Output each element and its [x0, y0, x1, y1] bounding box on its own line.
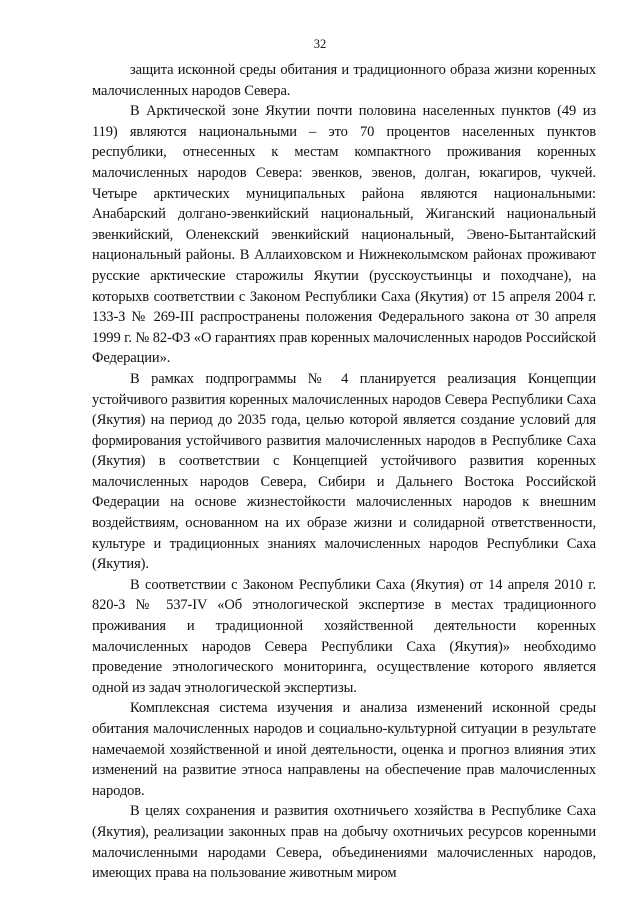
document-body: [92, 60, 596, 884]
paragraph-hunting-economy: В целях сохранения и развития охотничьего хозяйства в Республике Саха (Якутия), реализации законных прав на добычу охотничьих ресурсов коренными малочисленными народами Севера, объединениями малочисленных народов, имеющих права на пользование животным миром: [92, 803, 596, 882]
paragraph-monitoring-system: Комплексная система изучения и анализа изменений исконной среды обитания малочисленных народов и социально-культурной ситуации в результате намечаемой хозяйственной и иной деятельности, оценка и прогноз влияния этих изменений на развитие этноса направлены на обеспечение прав малочисленных народов.: [92, 700, 596, 799]
paragraph-continuation: защита исконной среды обитания и традиционного образа жизни коренных малочисленных народов Севера.: [92, 62, 596, 99]
paragraph-ethnological-expertise: В соответствии с Законом Республики Саха (Якутия) от 14 апреля 2010 г. 820-З № 537-IV «Об этнологической экспертизе в местах традиционного проживания и традиционной хозяйственной деятельности коренных малочисленных народов Севера Республики Саха (Якутия)» необходимо проведение этнологического мониторинга, осуществление которого является одной из задач этнологической экспертизы.: [92, 576, 596, 696]
paragraph-arctic-zone: В Арктической зоне Якутии почти половина населенных пунктов (49 из 119) являются национальными – это 70 процентов населенных пунктов республики, отнесенных к местам компактного проживания коренных малочисленных народов Севера: эвенков, эвенов, долган, юкагиров, чукчей. Четыре арктических муниципальных района являются национальными: Анабарский долгано-эвенкийский национальный, Жиганский национальный эвенкийский, Оленекский эвенкийский национальный, Эвено-Бытантайский национальный районы. В Аллаиховском и Нижнеколымском районах проживают русские арктические старожилы Якутии (русскоустьинцы и походчане), на которыхв соответствии с Законом Республики Саха (Якутия) от 15 апреля 2004 г. 133-З № 269-III распространены положения Федерального закона от 30 апреля 1999 г. № 82-ФЗ «О гарантиях прав коренных малочисленных народов Российской Федерации».: [92, 103, 596, 367]
page-number: 32: [313, 37, 327, 51]
paragraph-subprogram-4: В рамках подпрограммы № 4 планируется реализация Концепции устойчивого развития коренных малочисленных народов Севера Республики Саха (Якутия) на период до 2035 года, целью которой является создание условий для формирования устойчивого развития малочисленных народов в Республике Саха (Якутия) в соответствии с Концепцией устойчивого развития коренных малочисленных народов Севера, Сибири и Дальнего Востока Российской Федерации на основе жизнестойкости малочисленных народов к внешним воздействиям, основанном на их образе жизни и солидарной ответственности, культуре и традиционных знаниях малочисленных народов Республики Саха (Якутия).: [92, 370, 596, 573]
